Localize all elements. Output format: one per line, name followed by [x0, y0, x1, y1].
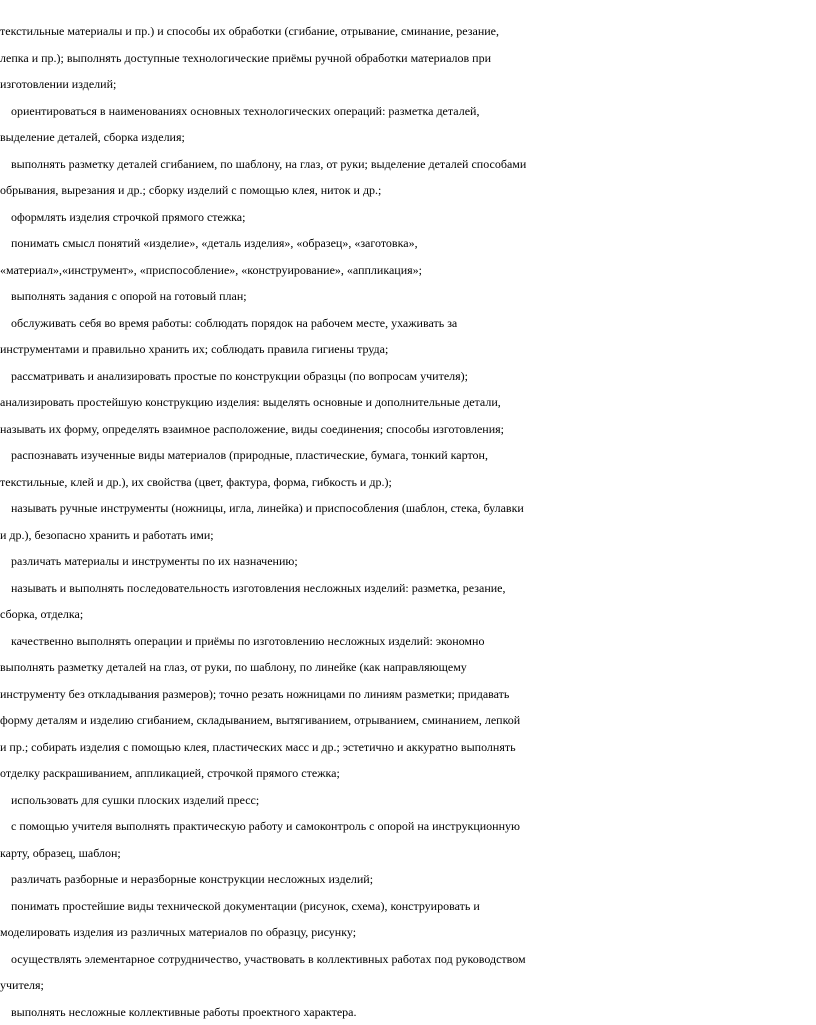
- text-line: ориентироваться в наименованиях основных технологических операций: разметка деталей,: [0, 98, 816, 125]
- text-line: рассматривать и анализировать простые по конструкции образцы (по вопросам учителя);: [0, 363, 816, 390]
- text-line: выполнять задания с опорой на готовый план;: [0, 283, 816, 310]
- text-line: называть их форму, определять взаимное расположение, виды соединения; способы изготовления;: [0, 416, 816, 443]
- text-line: использовать для сушки плоских изделий пресс;: [0, 787, 816, 814]
- text-line: инструментами и правильно хранить их; соблюдать правила гигиены труда;: [0, 336, 816, 363]
- text-line: оформлять изделия строчкой прямого стежка;: [0, 204, 816, 231]
- text-line: различать разборные и неразборные конструкции несложных изделий;: [0, 866, 816, 893]
- text-line: выделение деталей, сборка изделия;: [0, 124, 816, 151]
- text-line: лепка и пр.); выполнять доступные технологические приёмы ручной обработки материалов при: [0, 45, 816, 72]
- text-line: и пр.; собирать изделия с помощью клея, пластических масс и др.; эстетично и аккуратно выполнять: [0, 734, 816, 761]
- text-line: выполнять разметку деталей сгибанием, по шаблону, на глаз, от руки; выделение деталей способами: [0, 151, 816, 178]
- document-body: [0, 18, 816, 1025]
- text-line: карту, образец, шаблон;: [0, 840, 816, 867]
- text-line: «материал»,«инструмент», «приспособление», «конструирование», «аппликация»;: [0, 257, 816, 284]
- text-line: осуществлять элементарное сотрудничество, участвовать в коллективных работах под руководством: [0, 946, 816, 973]
- text-line: распознавать изученные виды материалов (природные, пластические, бумага, тонкий картон,: [0, 442, 816, 469]
- text-line: называть и выполнять последовательность изготовления несложных изделий: разметка, резание,: [0, 575, 816, 602]
- text-line: текстильные, клей и др.), их свойства (цвет, фактура, форма, гибкость и др.);: [0, 469, 816, 496]
- text-line: учителя;: [0, 972, 816, 999]
- text-line: с помощью учителя выполнять практическую работу и самоконтроль с опорой на инструкционную: [0, 813, 816, 840]
- text-line: сборка, отделка;: [0, 601, 816, 628]
- text-line: инструменту без откладывания размеров); точно резать ножницами по линиям разметки; придавать: [0, 681, 816, 708]
- text-line: анализировать простейшую конструкцию изделия: выделять основные и дополнительные детали,: [0, 389, 816, 416]
- text-line: понимать смысл понятий «изделие», «деталь изделия», «образец», «заготовка»,: [0, 230, 816, 257]
- text-line: выполнять разметку деталей на глаз, от руки, по шаблону, по линейке (как направляющему: [0, 654, 816, 681]
- text-line: качественно выполнять операции и приёмы по изготовлению несложных изделий: экономно: [0, 628, 816, 655]
- text-line: называть ручные инструменты (ножницы, игла, линейка) и приспособления (шаблон, стека, булавки: [0, 495, 816, 522]
- text-line: обрывания, вырезания и др.; сборку изделий с помощью клея, ниток и др.;: [0, 177, 816, 204]
- text-line: понимать простейшие виды технической документации (рисунок, схема), конструировать и: [0, 893, 816, 920]
- text-line: форму деталям и изделию сгибанием, складыванием, вытягиванием, отрыванием, сминанием, лепкой: [0, 707, 816, 734]
- text-line: выполнять несложные коллективные работы проектного характера.: [0, 999, 816, 1025]
- text-line: отделку раскрашиванием, аппликацией, строчкой прямого стежка;: [0, 760, 816, 787]
- text-line: текстильные материалы и пр.) и способы их обработки (сгибание, отрывание, сминание, резание,: [0, 18, 816, 45]
- text-line: изготовлении изделий;: [0, 71, 816, 98]
- text-line: различать материалы и инструменты по их назначению;: [0, 548, 816, 575]
- text-line: моделировать изделия из различных материалов по образцу, рисунку;: [0, 919, 816, 946]
- text-line: обслуживать себя во время работы: соблюдать порядок на рабочем месте, ухаживать за: [0, 310, 816, 337]
- text-line: и др.), безопасно хранить и работать ими;: [0, 522, 816, 549]
